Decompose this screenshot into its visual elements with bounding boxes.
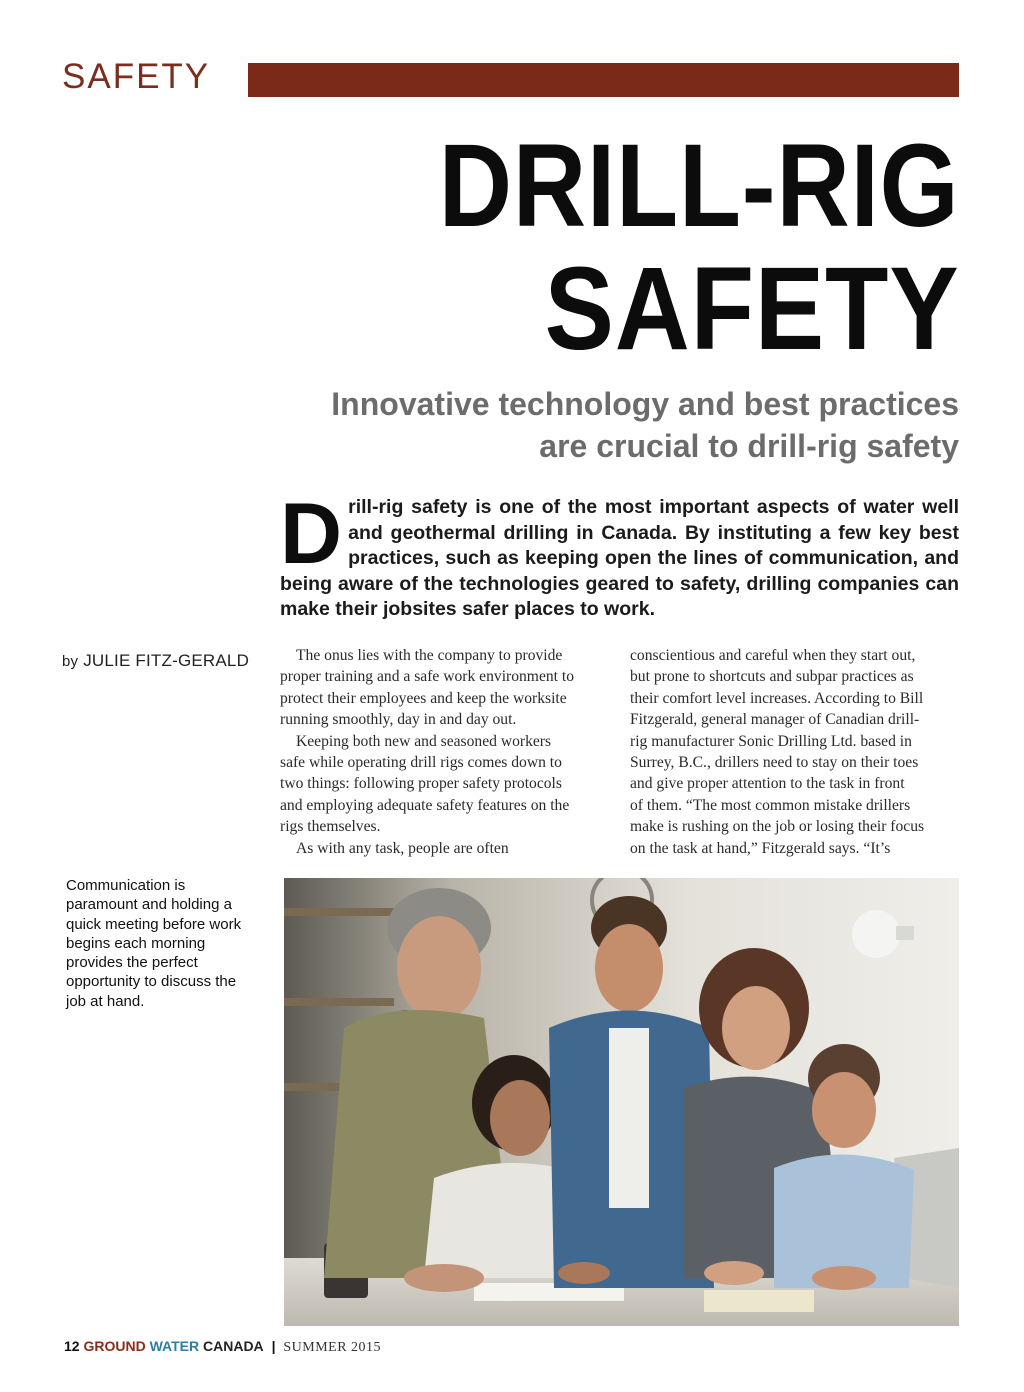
- body-line: rig manufacturer Sonic Drilling Ltd. based in: [630, 732, 912, 750]
- body-line: but prone to shortcuts and subpar practices as: [630, 668, 914, 686]
- subtitle-line-1: Innovative technology and best practices: [331, 386, 959, 422]
- body-line: The onus lies with the company to provide: [296, 647, 563, 664]
- body-column-right: [630, 645, 960, 859]
- magazine-name-word2: WATER: [149, 1338, 200, 1354]
- issue-label: SUMMER 2015: [283, 1340, 382, 1355]
- intro-paragraph: [280, 486, 959, 623]
- body-line: and employing adequate safety features on the: [280, 796, 570, 814]
- body-line: rigs themselves.: [280, 818, 381, 836]
- body-line: their comfort level increases. According to Bill: [630, 689, 924, 707]
- body-line: Fitzgerald, general manager of Canadian drill-: [630, 711, 920, 729]
- magazine-name-word1: GROUND: [83, 1338, 146, 1354]
- intro-text: rill-rig safety is one of the most important aspects of water well and geothermal drilling in Canada. By instituting a few key best practices, such as keeping open the lines of communication, and being aware of the technologies geared to safety, drilling companies can make their jobsites safer places to work.: [280, 496, 959, 621]
- headline-line-2: SAFETY: [544, 243, 959, 375]
- page-number: 12: [64, 1338, 80, 1354]
- byline-prefix: by: [62, 653, 79, 670]
- body-line: Surrey, B.C., drillers need to stay on their toes: [630, 754, 919, 772]
- body-line: Keeping both new and seasoned workers: [296, 732, 552, 750]
- body-line: conscientious and careful when they start out,: [630, 647, 916, 664]
- body-line: of them. “The most common mistake drillers: [630, 796, 911, 814]
- photo-caption: Communication is paramount and holding a quick meeting before work begins each morning provides the perfect opportunity to discuss the job at hand.: [66, 877, 242, 1010]
- section-header-bar: [248, 63, 959, 97]
- page-footer: [64, 1337, 381, 1357]
- magazine-name-word3: CANADA: [203, 1338, 264, 1354]
- subtitle-line-2: are crucial to drill-rig safety: [539, 428, 959, 464]
- body-line: and give proper attention to the task in front: [630, 775, 905, 793]
- body-line: protect their employees and keep the worksite: [280, 689, 567, 707]
- body-line: running smoothly, day in and day out.: [280, 711, 517, 729]
- team-meeting-photo: [284, 878, 959, 1326]
- body-line: two things: following proper safety protocols: [280, 775, 562, 793]
- byline-author: JULIE FITZ-GERALD: [83, 651, 250, 670]
- drop-cap: D: [280, 486, 343, 582]
- body-line: on the task at hand,” Fitzgerald says. “It’s: [630, 839, 891, 857]
- body-column-left: [280, 645, 610, 859]
- byline: [62, 651, 249, 671]
- body-line: proper training and a safe work environment to: [280, 668, 575, 686]
- body-line: As with any task, people are often: [296, 839, 509, 857]
- body-line: safe while operating drill rigs comes down to: [280, 754, 562, 772]
- footer-separator: |: [271, 1338, 276, 1354]
- body-line: make is rushing on the job or losing their focus: [630, 818, 925, 836]
- headline-line-1: DRILL-RIG: [438, 120, 959, 252]
- section-label: SAFETY: [62, 57, 211, 96]
